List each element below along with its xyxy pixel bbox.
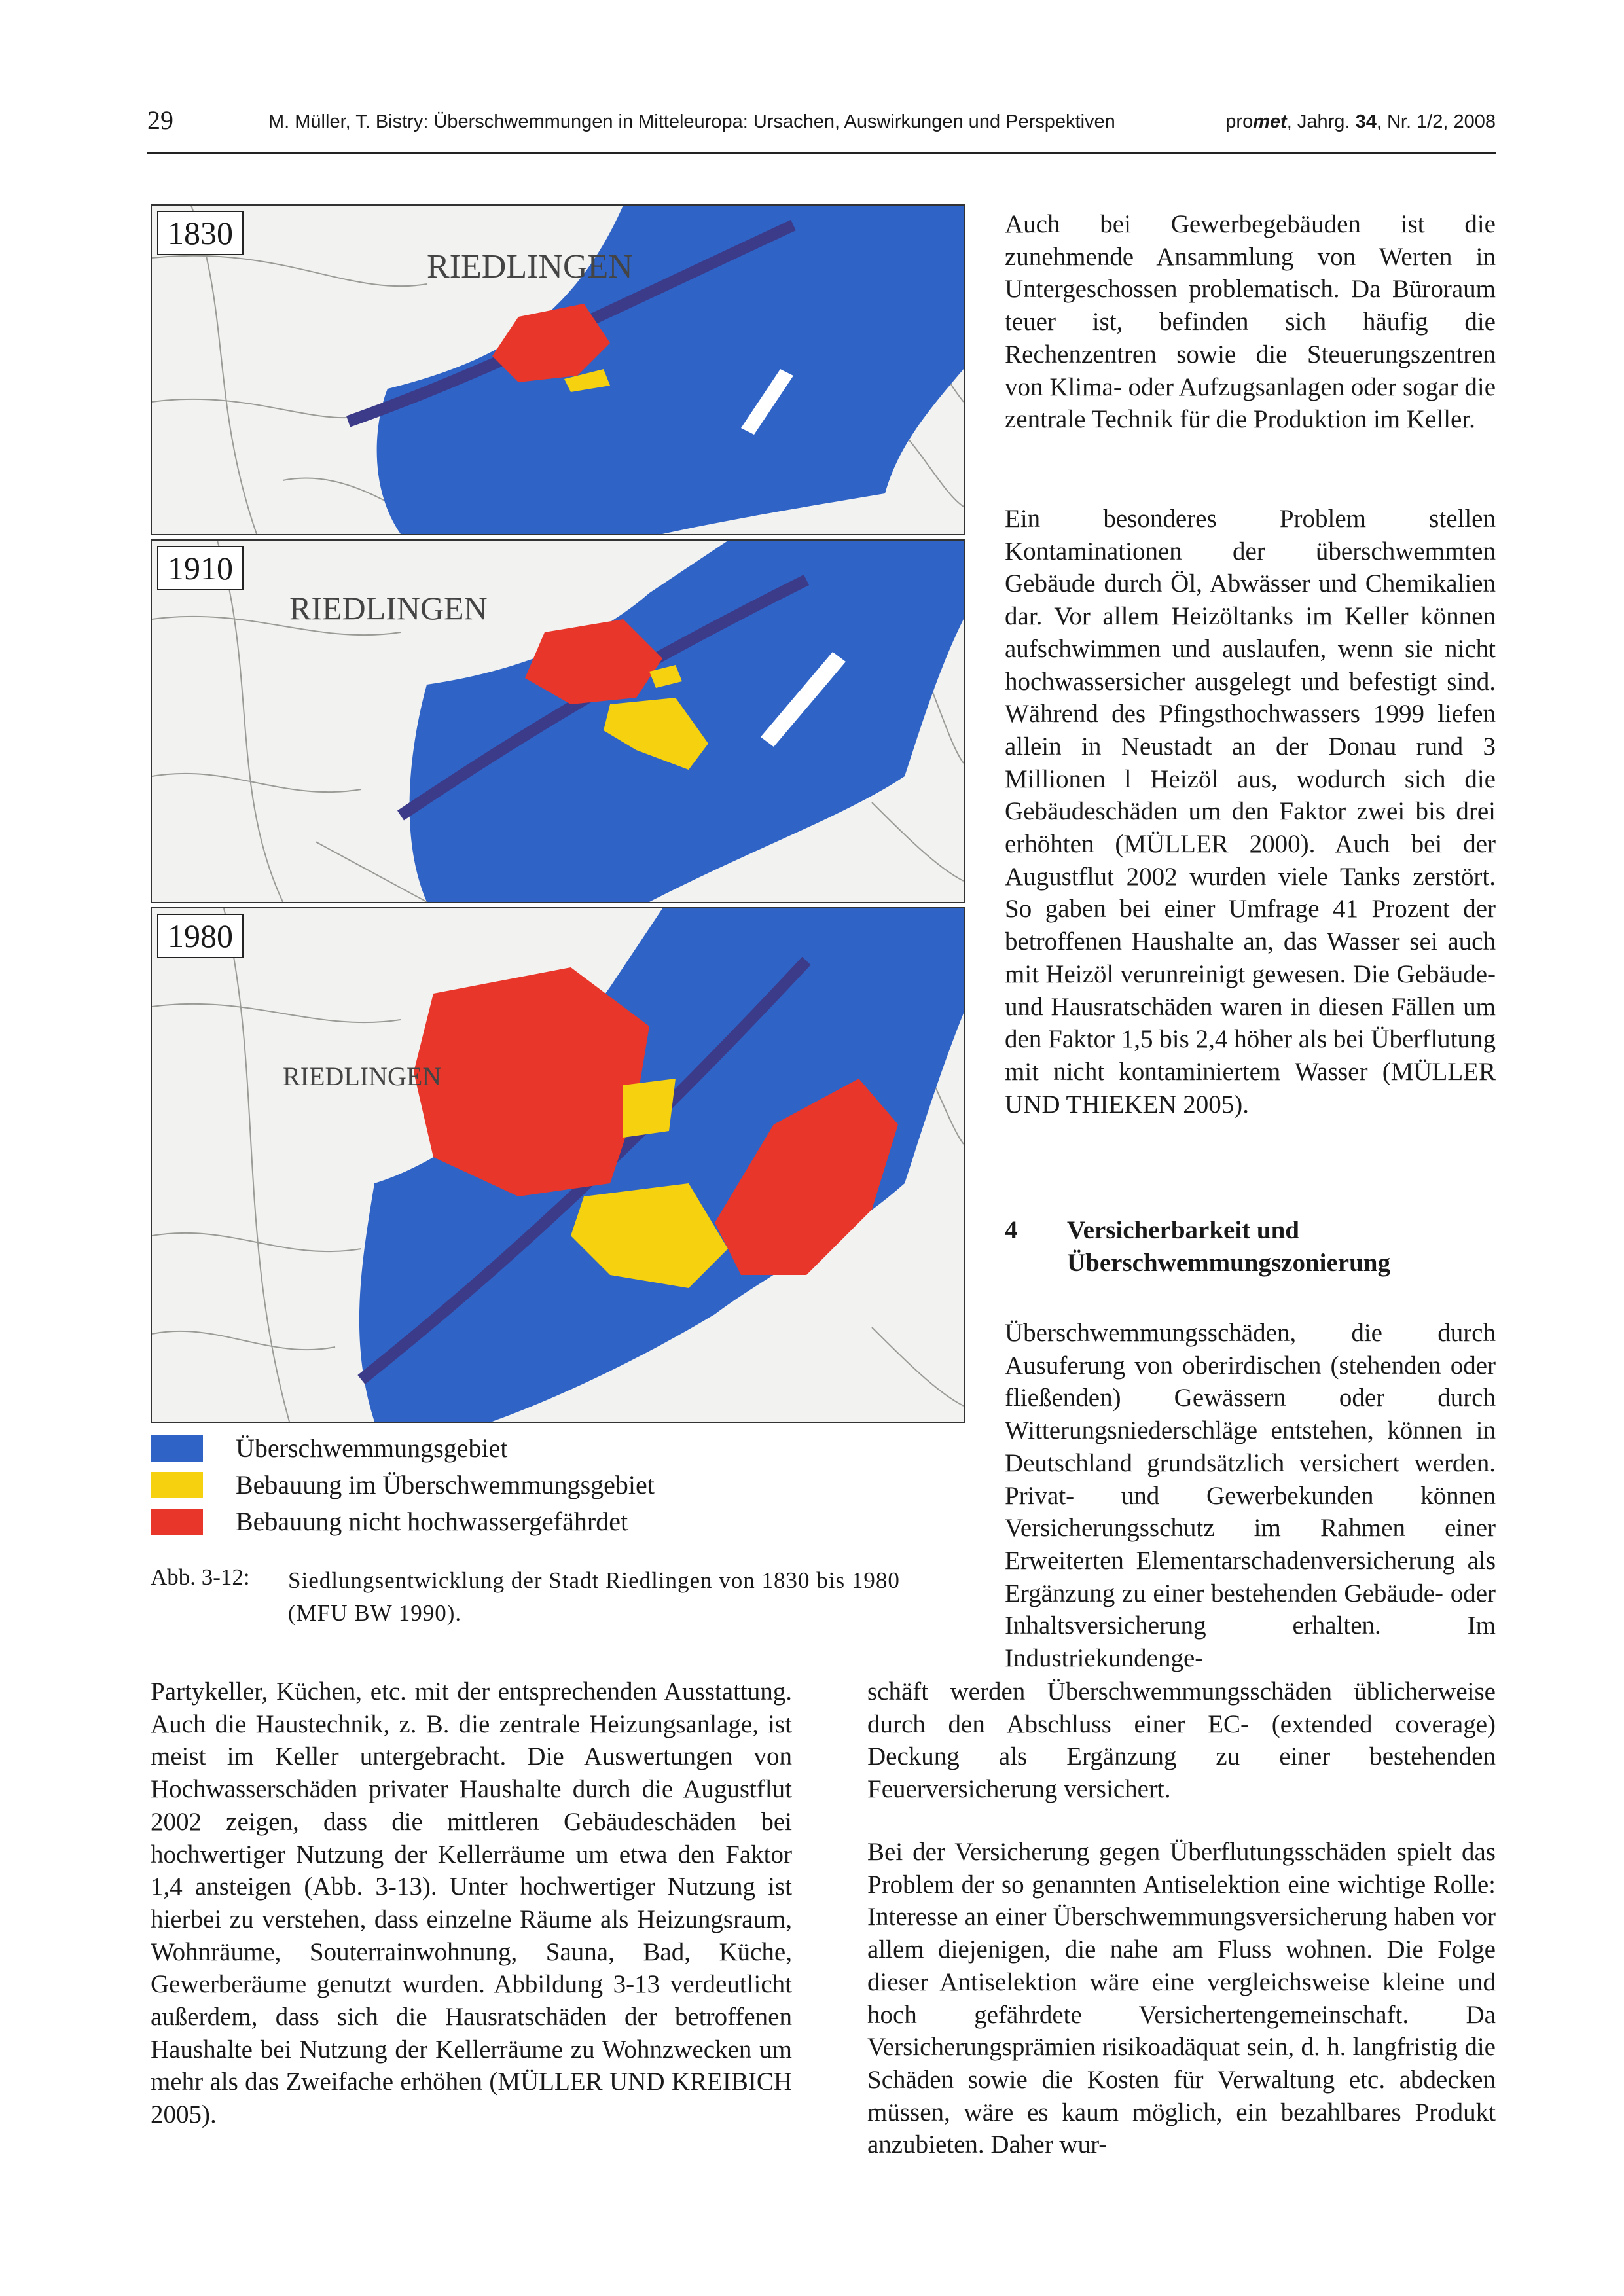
- paragraph-text: Überschwemmungsschäden, die durch Ausuferung von oberirdischen (stehenden oder fließenden) Gewässern oder durch Witterungsniederschläge entstehen, können in Deutschland grundsätzlich versichert werden. Privat- und Gewerbekunden können Versicherungsschutz im Rahmen einer Erweiterten Elementarschadenversicherung als Ergänzung zu einer bestehenden Gebäude- oder Inhaltsversicherung erhalten. Im Industriekundenge-: [1005, 1319, 1496, 1673]
- map-1980-place: RIEDLINGEN: [283, 1062, 442, 1091]
- map-panel-1980: [151, 907, 965, 1423]
- legend-swatch-water: [151, 1435, 203, 1462]
- figure-caption-text: Siedlungsentwicklung der Stadt Riedlingen von 1830 bis 1980 (MFU BW 1990).: [288, 1568, 900, 1626]
- year-label-1830: 1830: [157, 211, 244, 255]
- journal-citation: [1225, 111, 1496, 133]
- map-panel-1910: [151, 539, 965, 903]
- year-label-1980: 1980: [157, 914, 244, 958]
- section-number: 4: [1005, 1216, 1018, 1244]
- journal-volume: 34: [1355, 111, 1377, 132]
- legend-label: Bebauung nicht hochwassergefährdet: [236, 1507, 628, 1536]
- map-1830-graphic: [152, 206, 964, 534]
- year-label-1910: 1910: [157, 546, 244, 590]
- legend-swatch-flood-built: [151, 1472, 203, 1498]
- page-number: 29: [147, 105, 173, 135]
- legend-label: Bebauung im Überschwemmungsgebiet: [236, 1470, 655, 1499]
- paragraph-text: Partykeller, Küchen, etc. mit der entsprechenden Ausstattung. Auch die Haustechnik, z. B. die zentrale Heizungsanlage, ist meist im Keller untergebracht. Die Auswertungen von Hochwasserschäden privater Haushalte durch die Augustflut 2002 zeigen, dass die mittleren Gebäudeschäden bei hochwertiger Nutzung der Kellerräume um etwa den Faktor 1,4 ansteigen (Abb. 3-13). Unter hochwertiger Nutzung ist hierbei zu verstehen, dass einzelne Räume als Heizungsraum, Wohnräume, Souterrainwohnung, Sauna, Bad, Küche, Gewerberäume genutzt wurden. Abbildung 3-13 verdeutlicht außerdem, dass sich die Hausratschäden der betroffenen Haushalte bei Nutzung der Kellerräume zu Wohnzwecken um mehr als das Zweifache erhöhen (MÜLLER UND KREIBICH 2005).: [151, 1677, 792, 2129]
- map-1910-place: RIEDLINGEN: [289, 590, 488, 626]
- right-paragraph-3-continued: [867, 1676, 1496, 1806]
- figure-caption-label: Abb. 3-12:: [151, 1564, 250, 1590]
- right-paragraph-2: [1005, 503, 1496, 1121]
- map-1910-graphic: [152, 541, 964, 902]
- legend-item: [151, 1430, 740, 1467]
- section-title: Versicherbarkeit und Überschwemmungszonierung: [1067, 1216, 1390, 1277]
- legend-label: Überschwemmungsgebiet: [236, 1433, 508, 1463]
- map-1830-place: RIEDLINGEN: [427, 248, 633, 285]
- right-paragraph-3: [1005, 1317, 1496, 1675]
- right-paragraph-4: [867, 1836, 1496, 2161]
- paragraph-text: Auch bei Gewerbegebäuden ist die zunehmende Ansammlung von Werten in Untergeschossen problematisch. Da Büroraum teuer ist, befinden sich häufig die Rechenzentren sowie die Steuerungszentren von Klima- oder Aufzugsanlagen oder sogar die zentrale Technik für die Produktion im Keller.: [1005, 210, 1496, 434]
- header-rule: [147, 152, 1496, 154]
- journal-rest: , Jahrg.: [1286, 111, 1356, 132]
- paragraph-text: schäft werden Überschwemmungsschäden üblicherweise durch den Abschluss einer EC- (extended coverage) Deckung als Ergänzung zu einer bestehenden Feuerversicherung versichert.: [867, 1677, 1496, 1804]
- paragraph-text: Bei der Versicherung gegen Überflutungsschäden spielt das Problem der so genannten Antiselektion eine wichtige Rolle: Interesse an einer Überschwemmungsversicherung haben vor allem diejenigen, die nahe am Fluss wohnen. Die Folge dieser Antiselektion wäre eine vergleichsweise kleine und hoch gefährdete Versichertengemeinschaft. Da Versicherungsprämien risikoadäquat sein, d. h. langfristig die Schäden sowie die Kosten für Verwaltung etc. abdecken müssen, wäre es kaum möglich, ein bezahlbares Produkt anzubieten. Daher wur-: [867, 1838, 1496, 2159]
- left-paragraph-1: [151, 1676, 792, 2131]
- legend-item: [151, 1503, 740, 1540]
- journal-issue: , Nr. 1/2, 2008: [1376, 111, 1496, 132]
- paragraph-text: Ein besonderes Problem stellen Kontaminationen der überschwemmten Gebäude durch Öl, Abwässer und Chemikalien dar. Vor allem Heizöltanks im Keller können aufschwimmen und auslaufen, wenn sie nicht hochwassersicher ausgelegt und befestigt sind. Während des Pfingsthochwassers 1999 liefen allein in Neustadt an der Donau rund 3 Millionen l Heizöl aus, wodurch sich die Gebäudeschäden um den Faktor zwei bis drei erhöhten (MÜLLER 2000). Auch bei der Augustflut 2002 wurden viele Tanks zerstört. So gaben bei einer Umfrage 41 Prozent der betroffenen Haushalte an, das Wasser sei auch mit Heizöl verunreinigt gewesen. Die Gebäude- und Hausratschäden waren in diesen Fällen um den Faktor 1,5 bis 2,4 höher als bei Überflutung mit nicht kontaminiertem Wasser (MÜLLER UND THIEKEN 2005).: [1005, 505, 1496, 1119]
- journal-prefix: pro: [1225, 111, 1254, 132]
- map-panel-1830: [151, 204, 965, 535]
- map-legend: [151, 1430, 740, 1540]
- legend-item: [151, 1467, 740, 1503]
- figure-riedlingen-maps: [151, 204, 962, 1428]
- running-title: M. Müller, T. Bistry: Überschwemmungen in Mitteleuropa: Ursachen, Auswirkungen und Perspektiven: [268, 111, 1115, 132]
- legend-swatch-safe-built: [151, 1509, 203, 1535]
- journal-em: met: [1253, 111, 1287, 132]
- map-1980-graphic: [152, 908, 964, 1422]
- right-paragraph-1: [1005, 208, 1496, 436]
